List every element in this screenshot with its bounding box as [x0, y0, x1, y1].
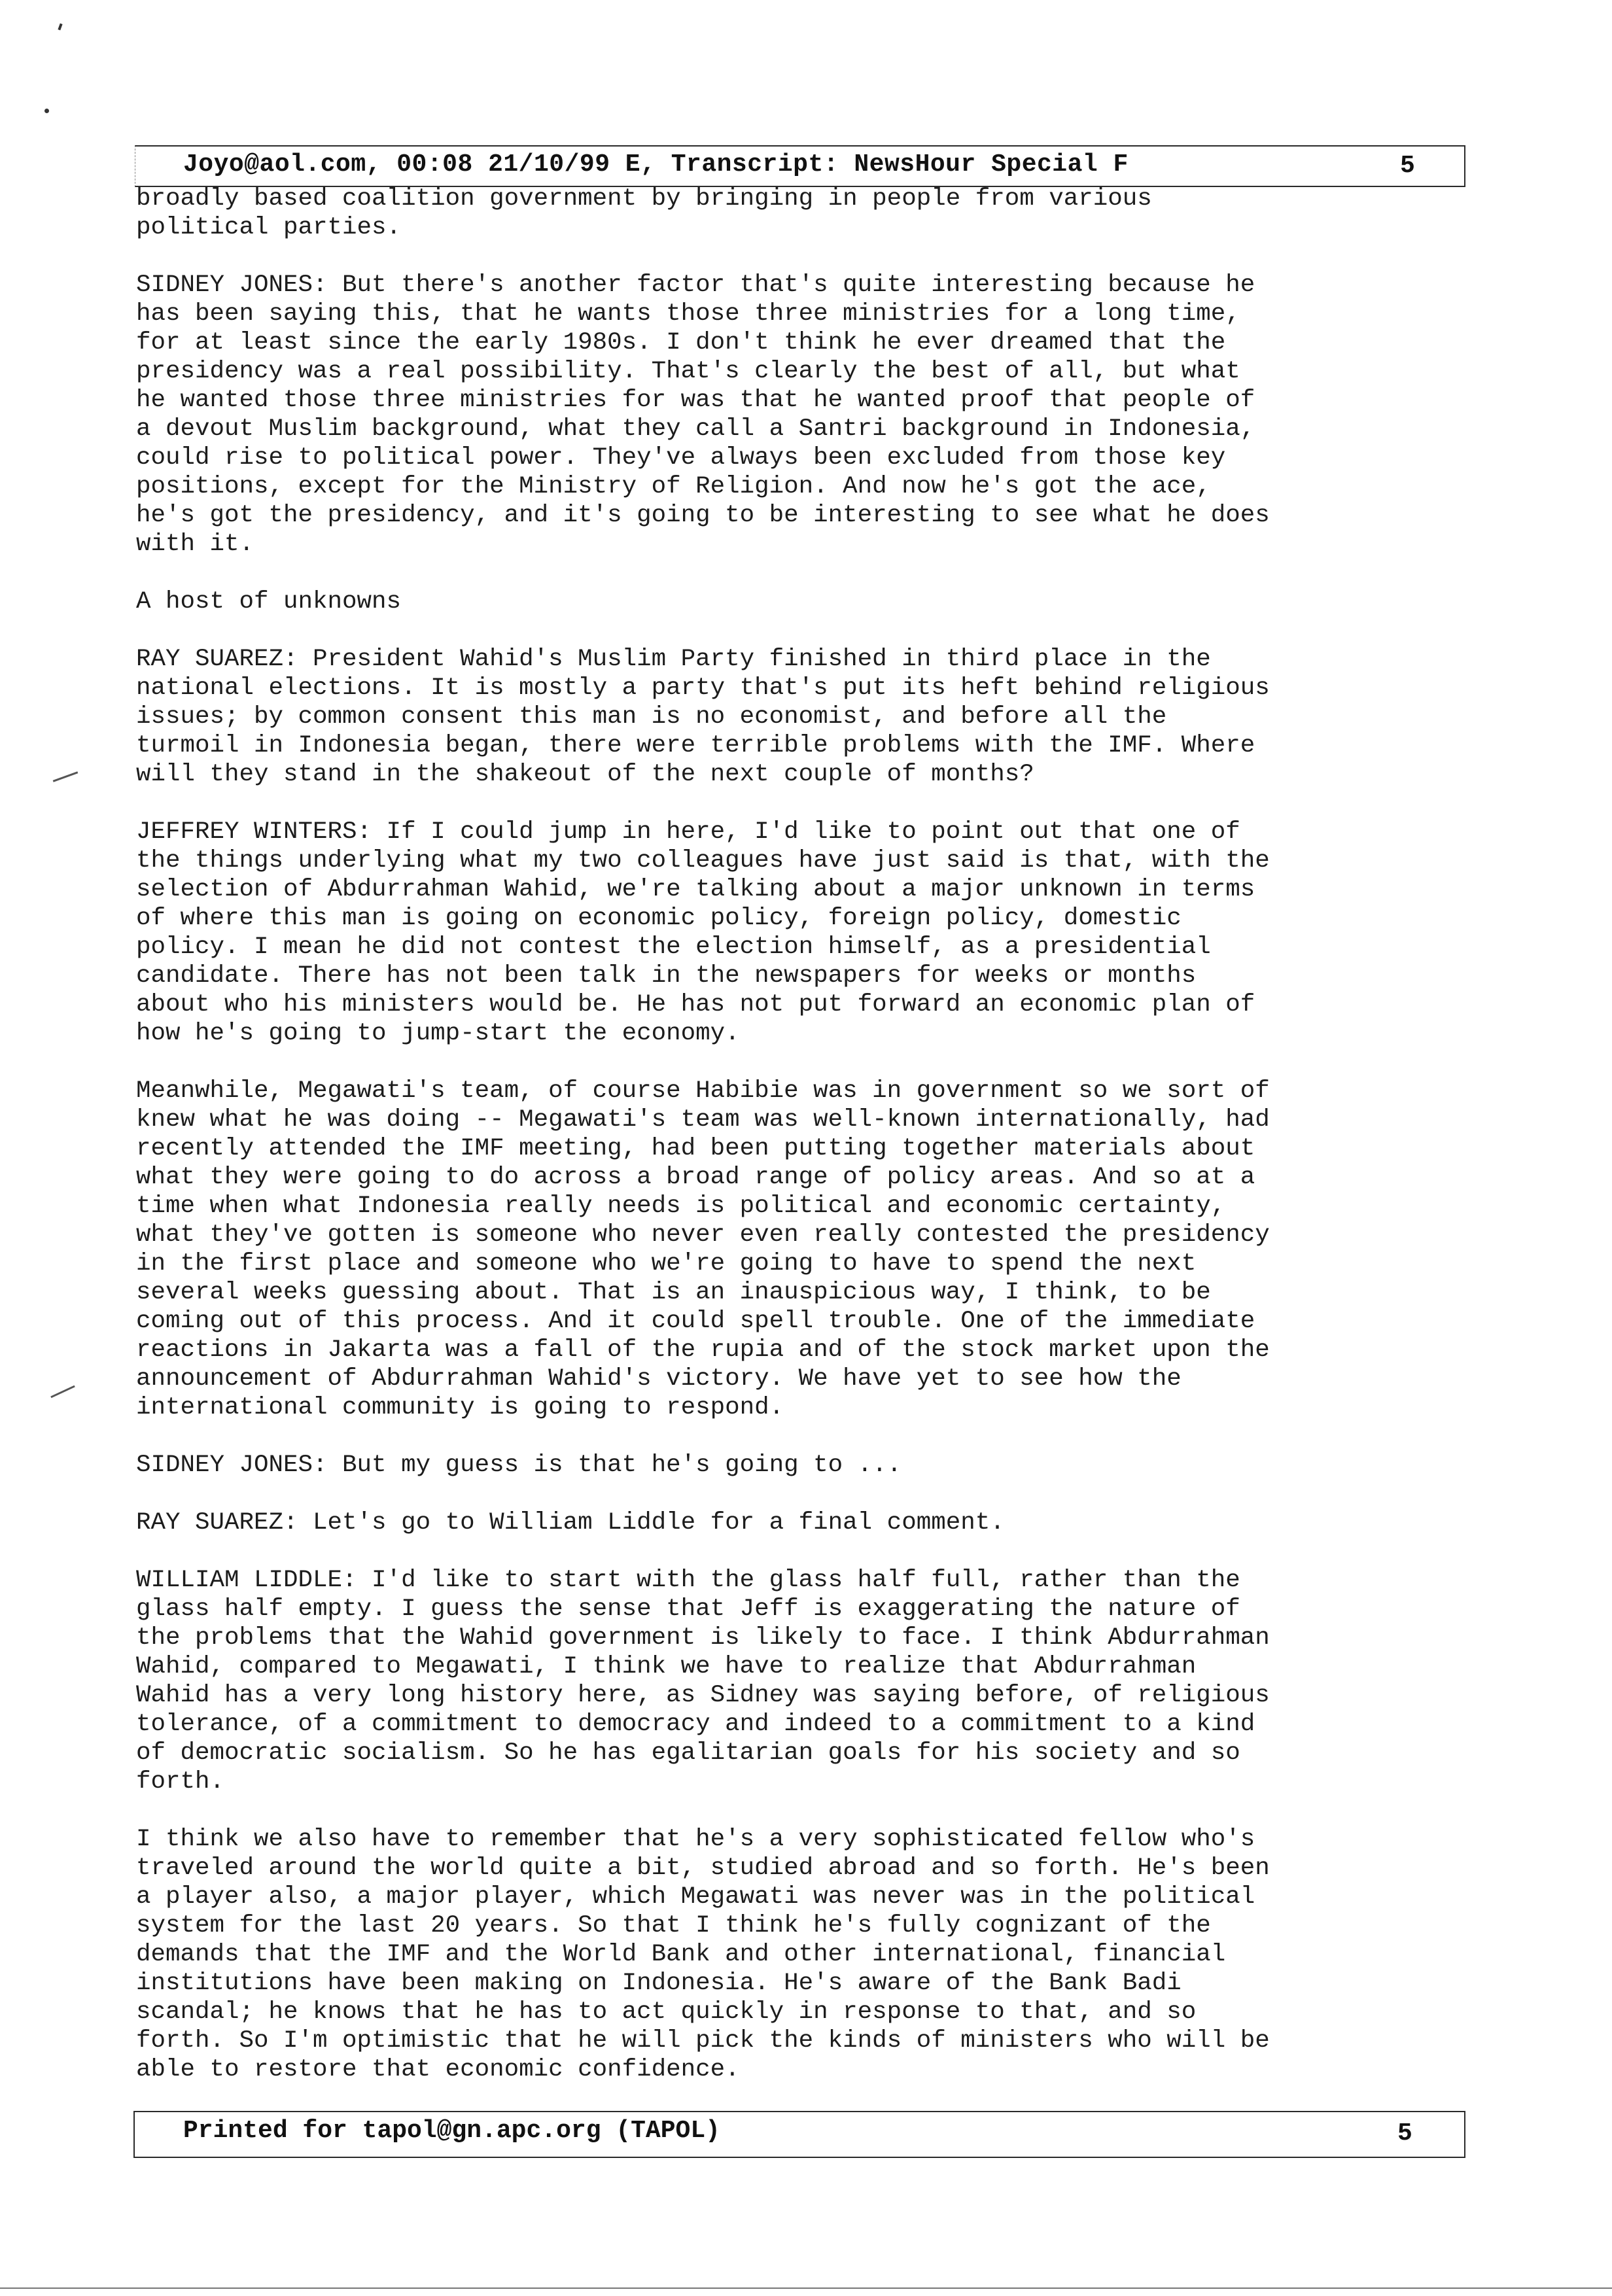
section-heading: A host of unknowns: [136, 588, 402, 616]
paragraph: SIDNEY JONES: But there's another factor that's quite interesting because he has been saying this, that he wants those three ministries for a long time, for at least since the early 1980s. I don't think he ever dreamed that the presidency was a real possibility. That's clearly the best of all, but what he wanted those three ministries for was that he wanted proof that people of a devout Muslim background, what they call a Santri background in Indonesia, could rise to political power. They've always been excluded from those key positions, except for the Ministry of Religion. And now he's got the ace, he's got the presidency, and it's going to be interesting to see what he does with it.: [136, 271, 1270, 558]
scan-mark: [58, 24, 62, 31]
scan-mark: [50, 1385, 75, 1399]
page-edge-line: [0, 2287, 1612, 2289]
footer-printed-for: Printed for tapol@gn.apc.org (TAPOL): [183, 2117, 720, 2145]
scan-mark: [53, 771, 79, 782]
paragraph: broadly based coalition government by bringing in people from various political parties.: [136, 185, 1152, 241]
header-title: Joyo@aol.com, 00:08 21/10/99 E, Transcript: NewsHour Special F: [183, 150, 1129, 179]
paragraph: RAY SUAREZ: President Wahid's Muslim Party finished in third place in the national elections. It is mostly a party that's put its heft behind religious issues; by common consent this man is no economist, and before all the turmoil in Indonesia began, there were terrible problems with the IMF. Where will they stand in the shakeout of the next couple of months?: [136, 646, 1270, 788]
scan-mark: [44, 109, 49, 113]
header-page-number: 5: [1400, 152, 1415, 180]
paragraph: I think we also have to remember that he's a very sophisticated fellow who's traveled around the world quite a bit, studied abroad and so forth. He's been a player also, a major player, which Megawati was never was in the political system for the last 20 years. So that I think he's fully cognizant of the demands that the IMF and the World Bank and other international, financial institutions have been making on Indonesia. He's aware of the Bank Badi scandal; he knows that he has to act quickly in response to that, and so forth. So I'm optimistic that he will pick the kinds of ministers who will be able to restore that economic confidence.: [136, 1826, 1270, 2083]
paragraph: JEFFREY WINTERS: If I could jump in here, I'd like to point out that one of the things underlying what my two colleagues have just said is that, with the selection of Abdurrahman Wahid, we're talking about a major unknown in terms of where this man is going on economic policy, foreign policy, domestic policy. I mean he did not contest the election himself, as a presidential candidate. There has not been talk in the newspapers for weeks or months about who his ministers would be. He has not put forward an economic plan of how he's going to jump-start the economy.: [136, 818, 1270, 1047]
paragraph: SIDNEY JONES: But my guess is that he's going to ...: [136, 1452, 902, 1479]
paragraph: RAY SUAREZ: Let's go to William Liddle for a final comment.: [136, 1509, 1005, 1537]
paragraph: WILLIAM LIDDLE: I'd like to start with the glass half full, rather than the glass half empty. I guess the sense that Jeff is exaggerating the nature of the problems that the Wahid government is likely to face. I think Abdurrahman Wahid, compared to Megawati, I think we have to realize that Abdurrahman Wahid has a very long history here, as Sidney was saying before, of religious tolerance, of a commitment to democracy and indeed to a commitment to a kind of democratic socialism. So he has egalitarian goals for his society and so forth.: [136, 1567, 1270, 1796]
paragraph: Meanwhile, Megawati's team, of course Habibie was in government so we sort of knew what he was doing -- Megawati's team was well-known internationally, had recently attended the IMF meeting, had been putting together materials about what they were going to do across a broad range of policy areas. And so at a time when what Indonesia really needs is political and economic certainty, what they've gotten is someone who never even really contested the presidency in the first place and someone who we're going to have to spend the next several weeks guessing about. That is an inauspicious way, I think, to be coming out of this process. And it could spell trouble. One of the immediate reactions in Jakarta was a fall of the rupia and of the stock market upon the announcement of Abdurrahman Wahid's victory. We have yet to see how the international community is going to respond.: [136, 1077, 1270, 1421]
footer-page-number: 5: [1397, 2119, 1412, 2148]
transcript-body: [136, 184, 1458, 2113]
